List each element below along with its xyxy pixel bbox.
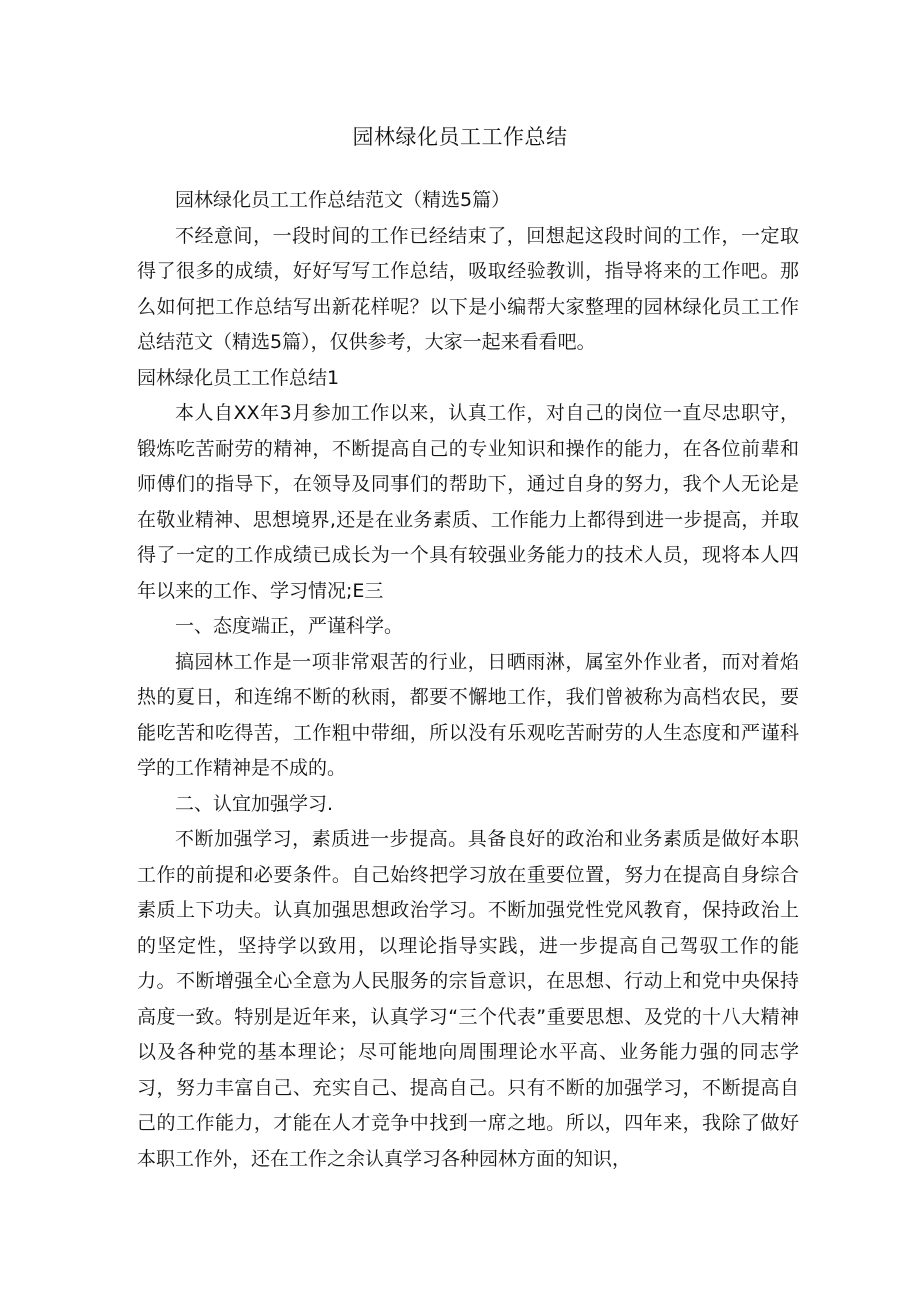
point1-heading: 一、态度端正，严谨科学。 — [175, 615, 404, 637]
intro-paragraph: 不经意间，一段时间的工作已经结束了，回想起这段时间的工作，一定取得了很多的成绩，好好写写工作总结，吸取经验教训，指导将来的工作吧。那么如何把工作总结写出新花样呢？以下是小编帮大家整理的园林绿化员工工作总结范文（精选5篇），仅供参考，大家一起来看看吧。 — [137, 224, 799, 353]
document-body — [137, 183, 799, 1177]
point2-heading: 二、认宜加强学习. — [175, 792, 334, 815]
document-title: 园林绿化员工工作总结 — [352, 125, 568, 149]
section-heading: 园林绿化员工工作总结1 — [137, 366, 340, 389]
section1-paragraph: 本人自XX年3月参加工作以来，认真工作，对自己的岗位一直尽忠职守，锻炼吃苦耐劳的精神，不断提高自己的专业知识和操作的能力，在各位前辈和师傅们的指导下，在领导及同事们的帮助下，通过自身的努力，我个人无论是在敬业精神、思想境界,还是在业务素质、工作能力上都得到进一步提高，并取得了一定的工作成绩已成长为一个具有较强业务能力的技术人员，现将本人四年以来的工作、学习情况;E三 — [137, 402, 799, 602]
point2-paragraph: 不断加强学习，素质进一步提高。具备良好的政治和业务素质是做好本职工作的前提和必要条件。自己始终把学习放在重要位置，努力在提高自身综合素质上下功夫。认真加强思想政治学习。不断加强党性党风教育，保持政治上的坚定性，坚持学以致用，以理论指导实践，进一步提高自己驾驭工作的能力。不断增强全心全意为人民服务的宗旨意识，在思想、行动上和党中央保持高度一致。特别是近年来，认真学习“三个代表”重要思想、及党的十八大精神以及各种党的基本理论；尽可能地向周围理论水平高、业务能力强的同志学习，努力丰富自己、充实自己、提高自己。只有不断的加强学习，不断提高自己的工作能力，才能在人才竞争中找到一席之地。所以，四年来，我除了做好本职工作外，还在工作之余认真学习各种园林方面的知识， — [137, 828, 799, 1170]
point1-paragraph: 搞园林工作是一项非常艰苦的行业，日晒雨淋，属室外作业者，而对着焰热的夏日，和连绵不断的秋雨，都要不懈地工作，我们曾被称为高档农民，要能吃苦和吃得苦，工作粗中带细，所以没有乐观吃苦耐劳的人生态度和严谨科学的工作精神是不成的。 — [137, 650, 799, 779]
document-subtitle: 园林绿化员工工作总结范文（精选5篇） — [175, 189, 511, 211]
